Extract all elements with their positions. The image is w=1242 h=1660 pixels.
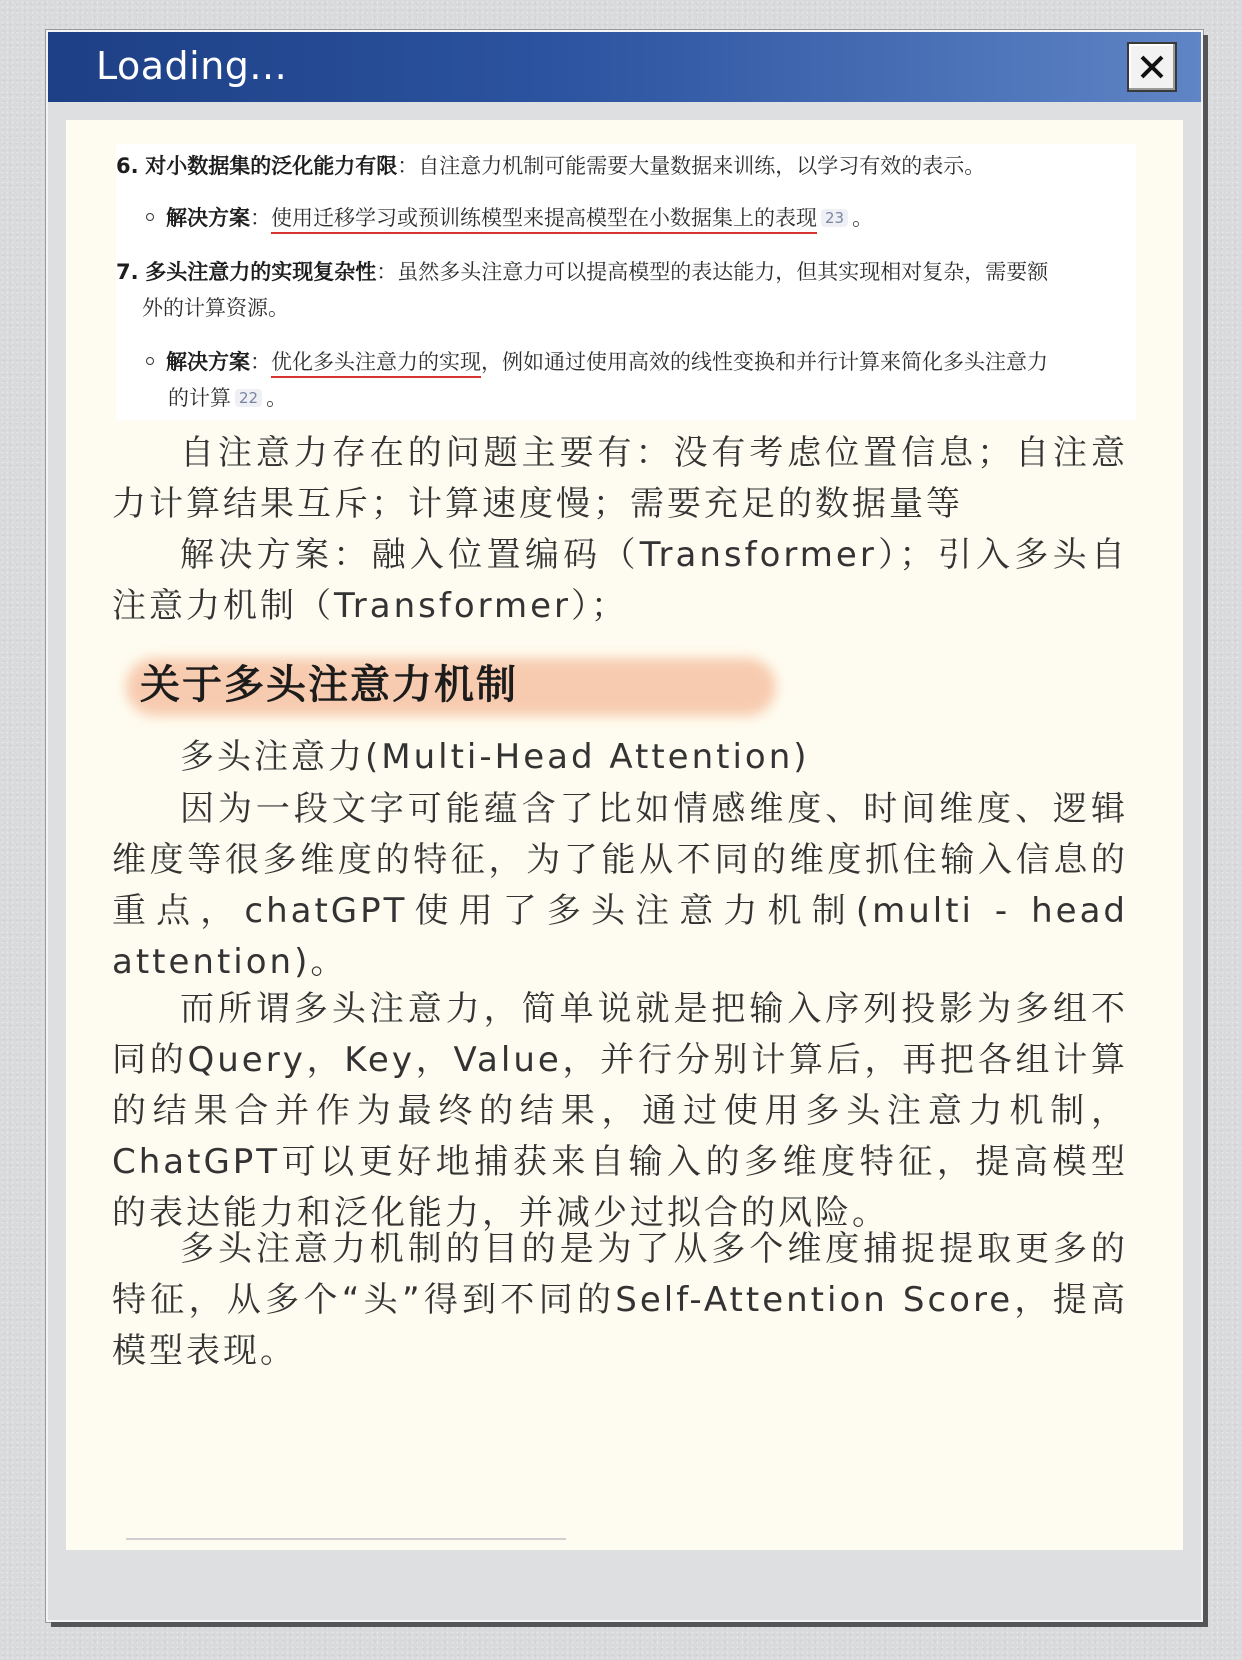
item-text: ：自注意力机制可能需要大量数据来训练，以学习有效的表示。 — [397, 154, 986, 178]
dialog-window — [46, 30, 1203, 1622]
solution-text-underlined: 优化多头注意力的实现 — [271, 350, 481, 378]
list-item: 解决方案：使用迁移学习或预训练模型来提高模型在小数据集上的表现 23 。 — [146, 202, 873, 232]
citation-badge[interactable]: 23 — [821, 209, 848, 227]
solution-label: 解决方案 — [166, 206, 250, 230]
close-icon — [1137, 52, 1167, 82]
paragraph-mha-purpose: 多头注意力机制的目的是为了从多个维度捕捉提取更多的特征，从多个“头”得到不同的Self-Attention Score，提高模型表现。 — [112, 1229, 1128, 1371]
close-button[interactable] — [1127, 42, 1177, 92]
divider — [126, 1538, 566, 1540]
solution-text: 的计算 — [168, 386, 231, 410]
paragraph-mha-why: 因为一段文字可能蕴含了比如情感维度、时间维度、逻辑维度等很多维度的特征，为了能从不同的维度抓住输入信息的重点，chatGPT使用了多头注意力机制(multi - head attention)。 — [112, 789, 1128, 982]
bullet-icon — [146, 213, 154, 221]
paragraph-problems: 自注意力存在的问题主要有：没有考虑位置信息；自注意力计算结果互斥；计算速度慢；需要充足的数据量等 — [112, 433, 1128, 524]
paragraph-mha-title: 多头注意力(Multi-Head Attention) — [180, 737, 810, 777]
item-text-continued: 外的计算资源。 — [142, 296, 289, 320]
list-item: 解决方案：优化多头注意力的实现，例如通过使用高效的线性变换和并行计算来简化多头注意力 — [146, 346, 1048, 376]
window-title: Loading... — [96, 44, 288, 88]
heading-text: 关于多头注意力机制 — [140, 662, 518, 708]
item-title: 多头注意力的实现复杂性 — [145, 260, 377, 284]
paragraph-mha-what: 而所谓多头注意力，简单说就是把输入序列投影为多组不同的Query，Key，Value，并行分别计算后，再把各组计算的结果合并作为最终的结果，通过使用多头注意力机制，ChatGPT可以更好地捕获来自输入的多维度特征，提高模型的表达能力和泛化能力，并减少过拟合的风险。 — [112, 989, 1128, 1233]
item-title: 对小数据集的泛化能力有限 — [145, 154, 398, 178]
solution-text: 使用迁移学习或预训练模型来提高模型在小数据集上的表现 — [271, 206, 817, 234]
solution-label: 解决方案 — [166, 350, 250, 374]
list-item — [116, 150, 985, 180]
list-item — [116, 256, 1048, 286]
section-heading — [126, 650, 776, 720]
solution-text: ，例如通过使用高效的线性变换和并行计算来简化多头注意力 — [481, 350, 1048, 374]
item-number: 7. — [116, 260, 139, 284]
paragraph-solutions: 解决方案：融入位置编码（Transformer）；引入多头自注意力机制（Transformer）； — [112, 535, 1128, 626]
bullet-icon — [146, 357, 154, 365]
title-bar[interactable] — [48, 32, 1201, 102]
item-text: ：虽然多头注意力可以提高模型的表达能力，但其实现相对复杂，需要额 — [376, 260, 1049, 284]
solution-text-continued: 的计算 22 。 — [168, 386, 288, 410]
citation-badge[interactable]: 22 — [235, 389, 262, 407]
embedded-screenshot — [116, 144, 1136, 420]
content-area — [66, 120, 1183, 1550]
item-number: 6. — [116, 154, 139, 178]
